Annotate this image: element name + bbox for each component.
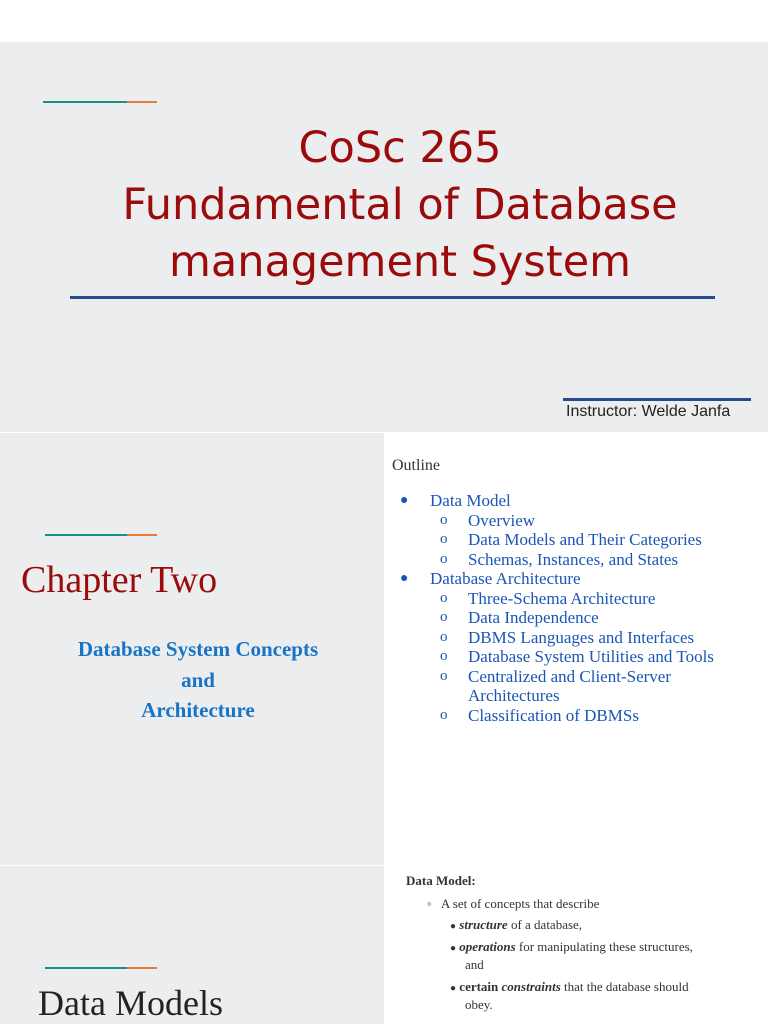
point-operations-cont: and [465, 957, 484, 972]
outline-subitem [384, 550, 768, 570]
hollow-bullet-icon: o [440, 628, 448, 645]
hollow-bullet-icon: o [440, 511, 448, 528]
outline-item-text: Schemas, Instances, and States [468, 549, 679, 569]
data-model-label: Data Model: [406, 873, 476, 888]
point-operations-em: operations [459, 939, 516, 954]
outline-item-text: Overview [468, 510, 536, 530]
slide-title [20, 120, 768, 291]
outline-subitem [384, 647, 768, 667]
title-slide [0, 42, 768, 432]
point-structure-em: structure [459, 917, 508, 932]
hollow-bullet-icon: o [440, 609, 448, 625]
dot-bullet-icon: ● [450, 943, 457, 954]
outline-item-text: Data Model [430, 491, 511, 510]
outline-item-text: Classification of DBMSs [468, 705, 639, 725]
chapter-slide [0, 433, 384, 865]
hollow-bullet-icon: o [440, 531, 448, 547]
point-constraints-em: constraints [501, 979, 561, 994]
dot-bullet-icon: ● [450, 983, 457, 994]
point-structure-text: of a database, [507, 917, 583, 932]
outline-item-text: DBMS Languages and Interfaces [468, 627, 695, 647]
accent-line [45, 967, 157, 969]
outline-slide [384, 433, 768, 865]
outline-subitem [384, 511, 768, 531]
hollow-bullet-icon: o [440, 589, 448, 606]
outline-section [384, 569, 768, 589]
outline-subitem [384, 608, 768, 628]
outline-subitem [384, 628, 768, 648]
intro-row [427, 895, 599, 913]
outline-heading: Outline [392, 457, 440, 474]
accent-line [45, 534, 157, 536]
subtitle-line-2: and [181, 667, 215, 692]
point-operations [450, 938, 693, 958]
filled-bullet-icon: ● [400, 493, 409, 508]
title-line-subject: Fundamental of Database [122, 180, 678, 230]
outline-item-text: Data Independence [468, 608, 599, 627]
chapter-title: Chapter Two [21, 559, 218, 601]
outline-subitem [384, 589, 768, 609]
point-constraints-text: that the database should [560, 979, 689, 994]
point-operations-text: for manipulating these structures, [515, 939, 693, 954]
title-line-course: CoSc 265 [298, 123, 502, 173]
filled-bullet-icon: ● [400, 571, 409, 586]
outline-item-text: Three-Schema Architecture [468, 588, 656, 608]
outline-section [384, 491, 768, 511]
instructor-name: Instructor: Welde Janfa [566, 403, 731, 420]
point-constraints-cont: obey. [465, 997, 493, 1012]
sub-bullet-icon: ◦ [427, 896, 432, 911]
title-underline [70, 296, 715, 299]
subtitle-line-1: Database System Concepts [77, 637, 319, 661]
instructor-rule [563, 398, 751, 401]
data-models-heading: Data Models [38, 983, 223, 1023]
point-constraints [450, 978, 689, 998]
accent-line [43, 101, 157, 103]
outline-item-text: Database Architecture [430, 569, 581, 588]
title-line-subject-cont: management System [168, 237, 632, 287]
subtitle-line-3: Architecture [141, 698, 255, 722]
outline-subitem [384, 530, 768, 550]
data-model-detail-slide [384, 866, 768, 1024]
outline-subitem [384, 667, 768, 706]
point-structure [450, 916, 582, 936]
hollow-bullet-icon: o [440, 706, 448, 723]
hollow-bullet-icon: o [440, 550, 448, 567]
data-model-label-row [398, 872, 476, 890]
outline-item-text: Data Models and Their Categories [468, 530, 702, 549]
point-constraints-lead: certain [459, 979, 502, 994]
hollow-bullet-icon: o [440, 667, 448, 684]
outline-item-text: Database System Utilities and Tools [468, 647, 714, 666]
outline-item-text: Centralized and Client-Server Architectures [468, 666, 671, 705]
outline-list [384, 491, 768, 725]
dot-bullet-icon: ● [450, 921, 457, 932]
hollow-bullet-icon: o [440, 648, 448, 664]
data-models-slide [0, 866, 384, 1024]
intro-text: A set of concepts that describe [440, 896, 600, 911]
chapter-subtitle [20, 634, 376, 726]
outline-subitem [384, 706, 768, 726]
